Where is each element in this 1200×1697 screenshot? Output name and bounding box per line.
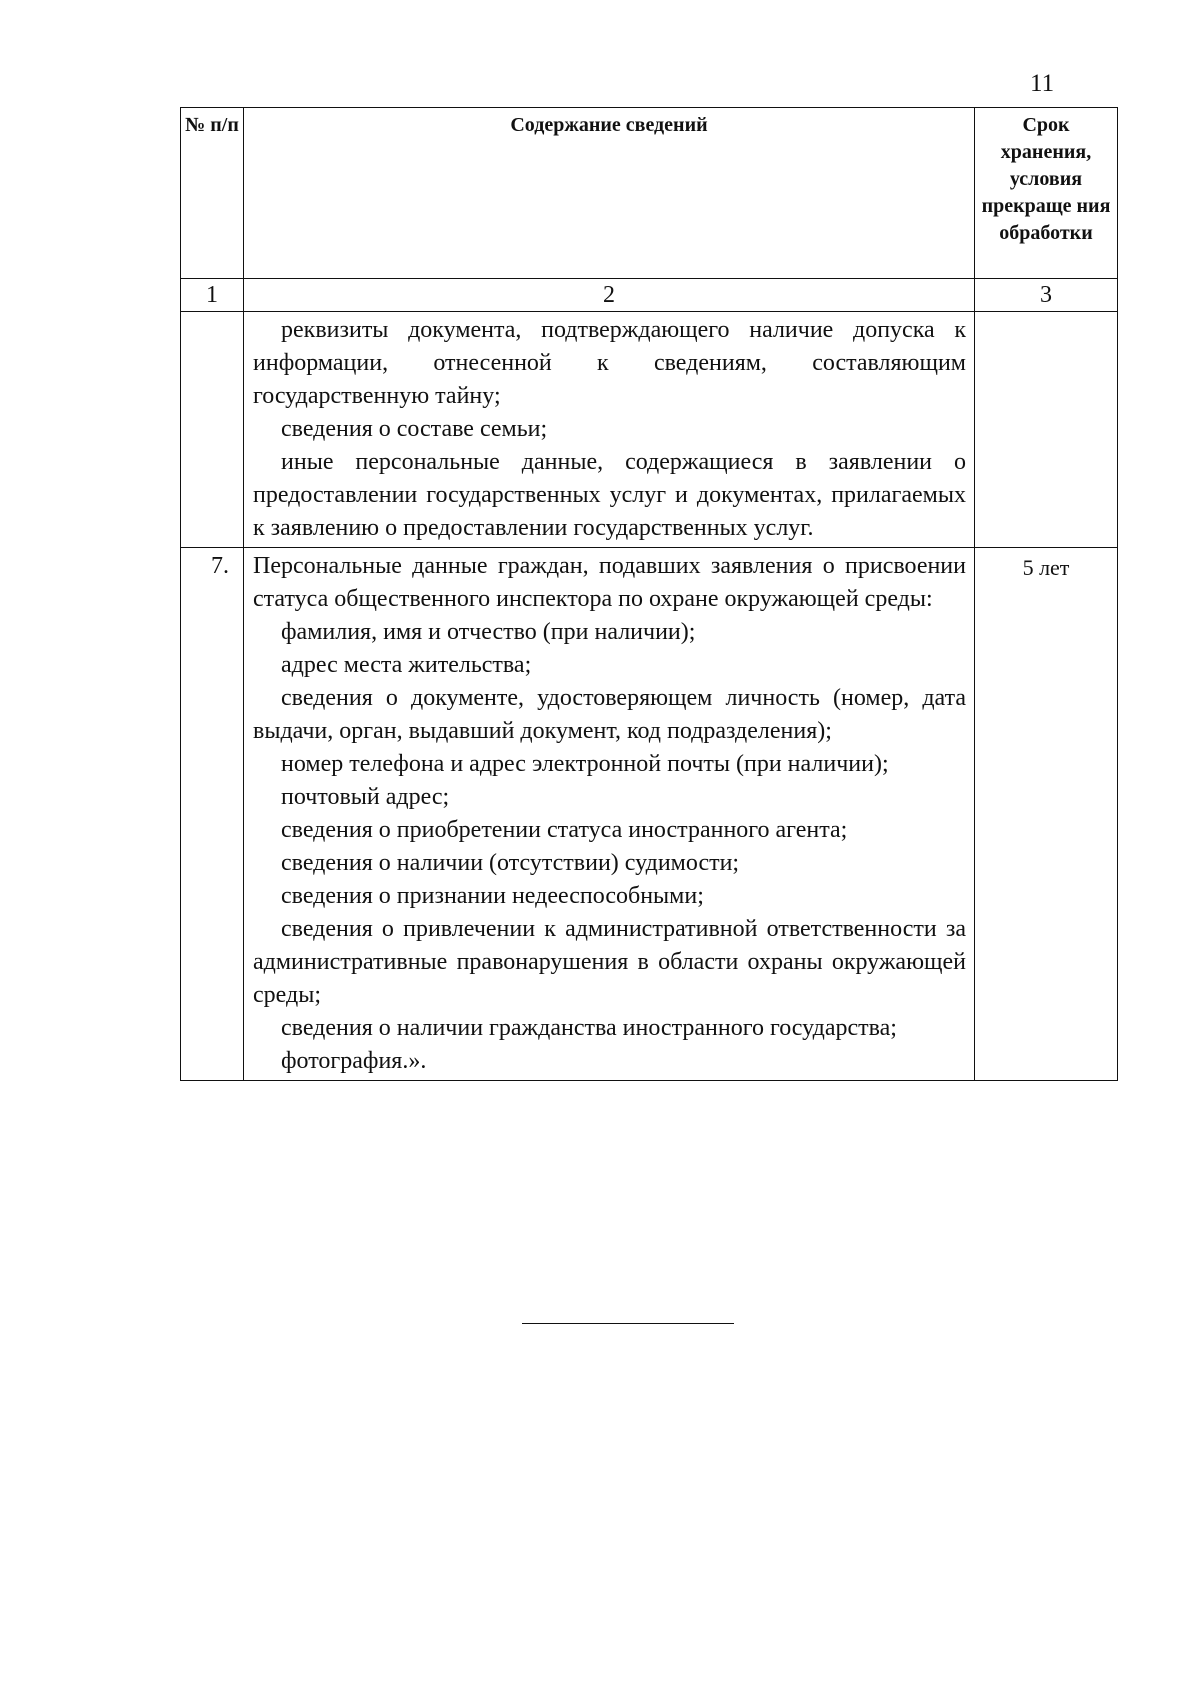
- row-number: 7.: [181, 548, 244, 1081]
- column-number: 1: [181, 279, 244, 312]
- row-content: [244, 312, 975, 548]
- table-row: [181, 312, 1118, 548]
- content-paragraph: реквизиты документа, подтверждающего наличие допуска к информации, отнесенной к сведениям, составляющим государственную тайну;: [253, 317, 966, 409]
- data-table: [180, 107, 1118, 1081]
- page-number: 11: [1030, 70, 1055, 97]
- end-of-document-rule: [522, 1323, 734, 1324]
- content-paragraph: номер телефона и адрес электронной почты (при наличии);: [281, 751, 889, 777]
- content-paragraph: сведения о документе, удостоверяющем личность (номер, дата выдачи, орган, выдавший документ, код подразделения);: [253, 685, 966, 744]
- column-number: 3: [975, 279, 1118, 312]
- header-number: № п/п: [181, 108, 244, 279]
- content-paragraph: сведения о наличии (отсутствии) судимости;: [281, 850, 740, 876]
- table-row: [181, 548, 1118, 1081]
- content-paragraph: сведения о наличии гражданства иностранного государства;: [281, 1015, 897, 1041]
- row-content: [244, 548, 975, 1081]
- content-paragraph: иные персональные данные, содержащиеся в заявлении о предоставлении государственных услуг и документах, прилагаемых к заявлению о предоставлении государственных услуг.: [253, 449, 966, 541]
- row-term: [975, 312, 1118, 548]
- header-term: Срок хранения, условия прекраще ния обработки: [975, 108, 1118, 279]
- column-number: 2: [244, 279, 975, 312]
- content-paragraph: фамилия, имя и отчество (при наличии);: [281, 619, 696, 645]
- content-paragraph: почтовый адрес;: [281, 784, 450, 810]
- content-paragraph: адрес места жительства;: [281, 652, 532, 678]
- content-paragraph: сведения о привлечении к административной ответственности за административные правонарушения в области охраны окружающей среды;: [253, 916, 966, 1008]
- content-paragraph: фотография.».: [281, 1048, 427, 1074]
- content-paragraph: сведения о приобретении статуса иностранного агента;: [281, 817, 848, 843]
- content-paragraph: Персональные данные граждан, подавших заявления о присвоении статуса общественного инспектора по охране окружающей среды:: [253, 553, 966, 612]
- row-number: [181, 312, 244, 548]
- content-paragraph: сведения о составе семьи;: [281, 416, 548, 442]
- content-paragraph: сведения о признании недееспособными;: [281, 883, 704, 909]
- header-content: Содержание сведений: [244, 108, 975, 279]
- table-header-row: [181, 108, 1118, 279]
- row-term: 5 лет: [975, 548, 1118, 1081]
- column-numbers-row: [181, 279, 1118, 312]
